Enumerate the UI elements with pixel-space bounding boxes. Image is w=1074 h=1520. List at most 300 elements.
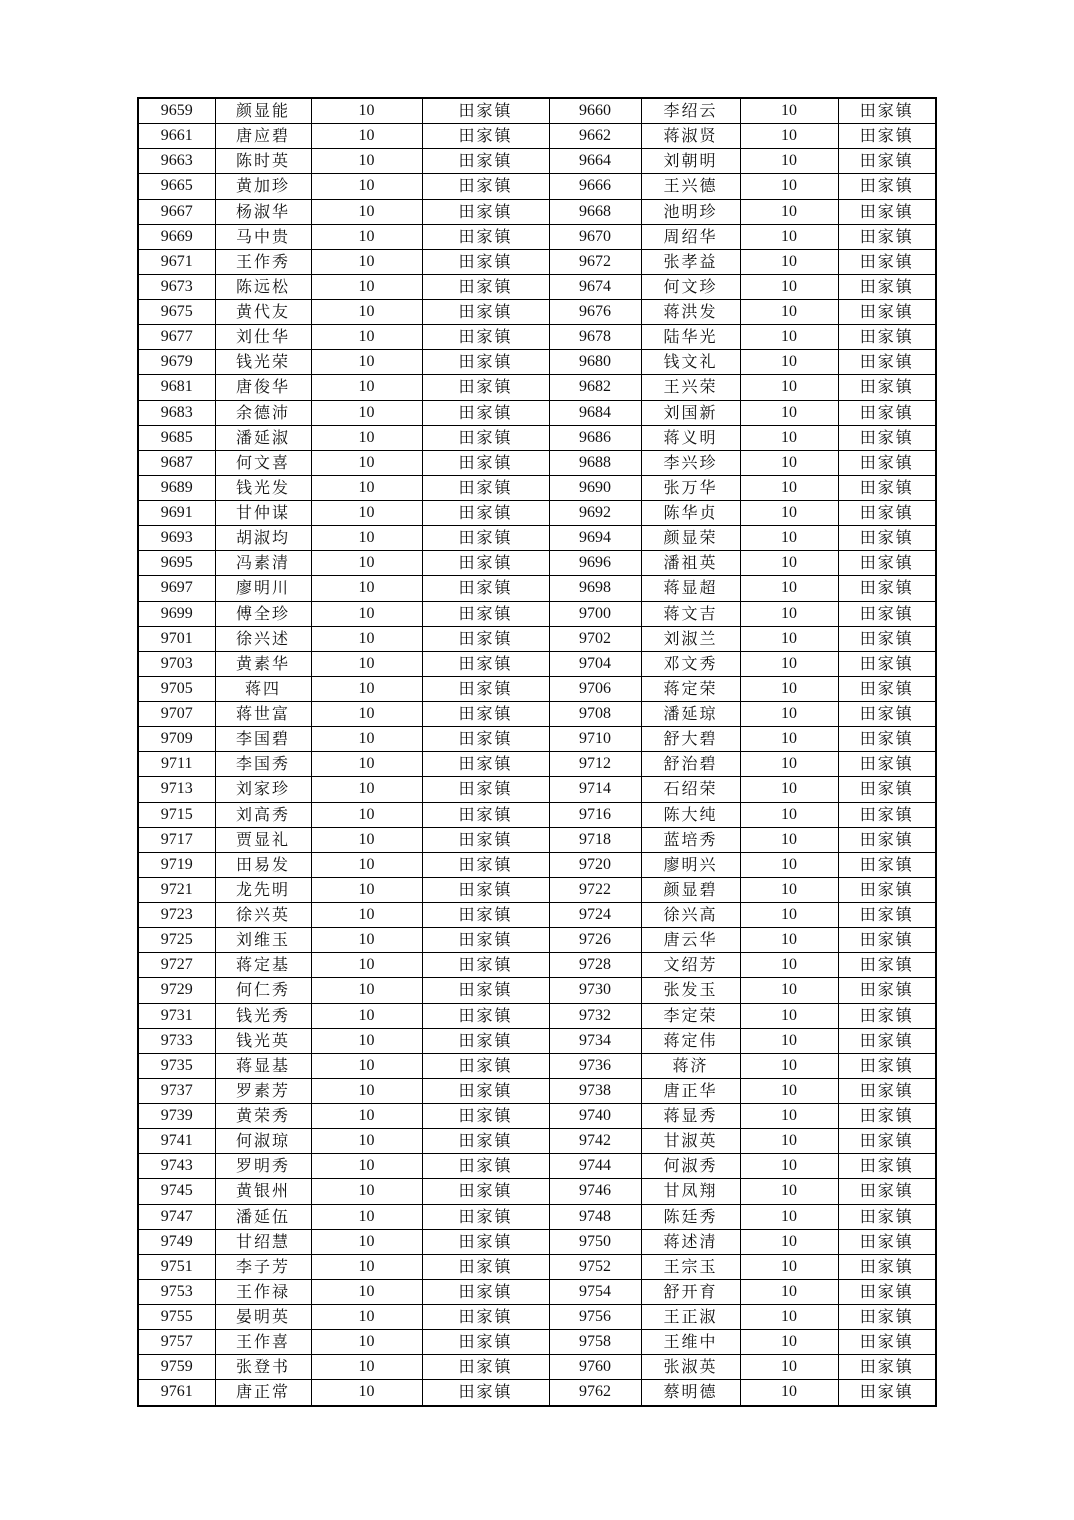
record-id: 9717: [138, 827, 215, 852]
amount-value: 10: [740, 1053, 838, 1078]
person-name: 蒋文吉: [641, 601, 740, 626]
town-name: 田家镇: [838, 224, 936, 249]
record-id: 9702: [549, 626, 641, 651]
table-row: [138, 124, 936, 149]
person-name: 刘朝明: [641, 149, 740, 174]
town-name: 田家镇: [838, 526, 936, 551]
person-name: 刘国新: [641, 400, 740, 425]
town-name: 田家镇: [838, 676, 936, 701]
person-name: 潘延伍: [215, 1204, 311, 1229]
town-name: 田家镇: [838, 475, 936, 500]
town-name: 田家镇: [838, 626, 936, 651]
amount-value: 10: [311, 576, 422, 601]
table-row: [138, 1279, 936, 1304]
person-name: 陆华光: [641, 325, 740, 350]
table-row: [138, 676, 936, 701]
table-row: [138, 1003, 936, 1028]
town-name: 田家镇: [838, 400, 936, 425]
record-id: 9669: [138, 224, 215, 249]
amount-value: 10: [740, 1330, 838, 1355]
town-name: 田家镇: [838, 1154, 936, 1179]
person-name: 马中贵: [215, 224, 311, 249]
town-name: 田家镇: [422, 576, 549, 601]
person-name: 何淑琼: [215, 1129, 311, 1154]
person-name: 王兴德: [641, 174, 740, 199]
person-name: 刘家珍: [215, 777, 311, 802]
town-name: 田家镇: [422, 124, 549, 149]
record-id: 9759: [138, 1355, 215, 1380]
amount-value: 10: [311, 827, 422, 852]
record-id: 9738: [549, 1078, 641, 1103]
town-name: 田家镇: [838, 903, 936, 928]
record-id: 9737: [138, 1078, 215, 1103]
table-row: [138, 1305, 936, 1330]
record-id: 9685: [138, 425, 215, 450]
table-row: [138, 1078, 936, 1103]
table-row: [138, 224, 936, 249]
person-name: 池明珍: [641, 199, 740, 224]
record-id: 9683: [138, 400, 215, 425]
table-row: [138, 526, 936, 551]
town-name: 田家镇: [838, 1053, 936, 1078]
record-id: 9757: [138, 1330, 215, 1355]
town-name: 田家镇: [838, 1104, 936, 1129]
person-name: 张登书: [215, 1355, 311, 1380]
town-name: 田家镇: [422, 199, 549, 224]
table-row: [138, 274, 936, 299]
table-row: [138, 350, 936, 375]
town-name: 田家镇: [838, 978, 936, 1003]
amount-value: 10: [740, 325, 838, 350]
person-name: 颜显碧: [641, 877, 740, 902]
town-name: 田家镇: [422, 852, 549, 877]
town-name: 田家镇: [422, 425, 549, 450]
amount-value: 10: [311, 1078, 422, 1103]
record-id: 9707: [138, 702, 215, 727]
town-name: 田家镇: [422, 1254, 549, 1279]
record-id: 9732: [549, 1003, 641, 1028]
town-name: 田家镇: [422, 727, 549, 752]
person-name: 邓文秀: [641, 651, 740, 676]
record-id: 9671: [138, 249, 215, 274]
town-name: 田家镇: [838, 852, 936, 877]
table-row: [138, 1355, 936, 1380]
town-name: 田家镇: [838, 702, 936, 727]
town-name: 田家镇: [422, 676, 549, 701]
person-name: 张发玉: [641, 978, 740, 1003]
person-name: 刘高秀: [215, 802, 311, 827]
person-name: 黄素华: [215, 651, 311, 676]
table-row: [138, 727, 936, 752]
record-id: 9720: [549, 852, 641, 877]
town-name: 田家镇: [422, 174, 549, 199]
person-name: 张淑英: [641, 1355, 740, 1380]
amount-value: 10: [740, 249, 838, 274]
amount-value: 10: [740, 1003, 838, 1028]
record-id: 9730: [549, 978, 641, 1003]
amount-value: 10: [740, 450, 838, 475]
amount-value: 10: [311, 1028, 422, 1053]
table-row: [138, 1229, 936, 1254]
amount-value: 10: [311, 1279, 422, 1304]
amount-value: 10: [740, 300, 838, 325]
town-name: 田家镇: [838, 1305, 936, 1330]
amount-value: 10: [311, 124, 422, 149]
amount-value: 10: [740, 852, 838, 877]
amount-value: 10: [311, 149, 422, 174]
table-row: [138, 877, 936, 902]
person-name: 甘绍慧: [215, 1229, 311, 1254]
record-id: 9711: [138, 752, 215, 777]
record-id: 9694: [549, 526, 641, 551]
record-id: 9725: [138, 928, 215, 953]
table-row: [138, 928, 936, 953]
record-id: 9695: [138, 551, 215, 576]
amount-value: 10: [311, 1380, 422, 1406]
person-name: 胡淑均: [215, 526, 311, 551]
town-name: 田家镇: [422, 450, 549, 475]
table-row: [138, 1053, 936, 1078]
record-id: 9731: [138, 1003, 215, 1028]
person-name: 陈华贞: [641, 501, 740, 526]
person-name: 张万华: [641, 475, 740, 500]
person-name: 杨淑华: [215, 199, 311, 224]
town-name: 田家镇: [422, 1078, 549, 1103]
town-name: 田家镇: [838, 274, 936, 299]
person-name: 颜显能: [215, 98, 311, 124]
amount-value: 10: [311, 450, 422, 475]
record-id: 9689: [138, 475, 215, 500]
amount-value: 10: [740, 1355, 838, 1380]
record-id: 9698: [549, 576, 641, 601]
person-name: 黄银州: [215, 1179, 311, 1204]
town-name: 田家镇: [838, 375, 936, 400]
person-name: 王维中: [641, 1330, 740, 1355]
table-row: [138, 1104, 936, 1129]
table-row: [138, 1129, 936, 1154]
record-id: 9714: [549, 777, 641, 802]
table-row: [138, 249, 936, 274]
amount-value: 10: [740, 702, 838, 727]
town-name: 田家镇: [422, 1028, 549, 1053]
town-name: 田家镇: [838, 1028, 936, 1053]
person-name: 罗素芳: [215, 1078, 311, 1103]
table-row: [138, 702, 936, 727]
record-id: 9719: [138, 852, 215, 877]
person-name: 王正淑: [641, 1305, 740, 1330]
person-name: 蒋定伟: [641, 1028, 740, 1053]
person-name: 蒋显秀: [641, 1104, 740, 1129]
town-name: 田家镇: [422, 651, 549, 676]
table-row: [138, 852, 936, 877]
amount-value: 10: [740, 877, 838, 902]
person-name: 蒋义明: [641, 425, 740, 450]
amount-value: 10: [740, 425, 838, 450]
record-id: 9753: [138, 1279, 215, 1304]
record-id: 9739: [138, 1104, 215, 1129]
record-id: 9660: [549, 98, 641, 124]
amount-value: 10: [311, 199, 422, 224]
amount-value: 10: [311, 1355, 422, 1380]
amount-value: 10: [740, 727, 838, 752]
person-name: 王宗玉: [641, 1254, 740, 1279]
town-name: 田家镇: [838, 727, 936, 752]
record-id: 9680: [549, 350, 641, 375]
person-name: 李子芳: [215, 1254, 311, 1279]
town-name: 田家镇: [422, 1355, 549, 1380]
person-name: 李绍云: [641, 98, 740, 124]
amount-value: 10: [311, 852, 422, 877]
table-row: [138, 601, 936, 626]
record-id: 9734: [549, 1028, 641, 1053]
record-id: 9661: [138, 124, 215, 149]
amount-value: 10: [740, 224, 838, 249]
town-name: 田家镇: [422, 1003, 549, 1028]
record-id: 9672: [549, 249, 641, 274]
person-name: 李国秀: [215, 752, 311, 777]
amount-value: 10: [740, 551, 838, 576]
amount-value: 10: [740, 1380, 838, 1406]
person-name: 龙先明: [215, 877, 311, 902]
record-id: 9743: [138, 1154, 215, 1179]
table-row: [138, 827, 936, 852]
town-name: 田家镇: [422, 1129, 549, 1154]
roster-body: [138, 98, 936, 1406]
roster-table: [137, 97, 937, 1407]
record-id: 9713: [138, 777, 215, 802]
town-name: 田家镇: [422, 274, 549, 299]
person-name: 甘凤翔: [641, 1179, 740, 1204]
amount-value: 10: [740, 1279, 838, 1304]
town-name: 田家镇: [422, 249, 549, 274]
amount-value: 10: [740, 1305, 838, 1330]
table-row: [138, 1254, 936, 1279]
person-name: 舒治碧: [641, 752, 740, 777]
amount-value: 10: [740, 777, 838, 802]
amount-value: 10: [311, 98, 422, 124]
town-name: 田家镇: [422, 702, 549, 727]
town-name: 田家镇: [422, 928, 549, 953]
town-name: 田家镇: [422, 601, 549, 626]
record-id: 9744: [549, 1154, 641, 1179]
person-name: 徐兴述: [215, 626, 311, 651]
amount-value: 10: [311, 727, 422, 752]
person-name: 李国碧: [215, 727, 311, 752]
record-id: 9684: [549, 400, 641, 425]
person-name: 蒋淑贤: [641, 124, 740, 149]
record-id: 9663: [138, 149, 215, 174]
town-name: 田家镇: [838, 601, 936, 626]
amount-value: 10: [311, 1254, 422, 1279]
record-id: 9677: [138, 325, 215, 350]
record-id: 9667: [138, 199, 215, 224]
amount-value: 10: [311, 174, 422, 199]
town-name: 田家镇: [838, 1003, 936, 1028]
amount-value: 10: [740, 274, 838, 299]
town-name: 田家镇: [838, 1204, 936, 1229]
town-name: 田家镇: [422, 626, 549, 651]
person-name: 王作禄: [215, 1279, 311, 1304]
town-name: 田家镇: [838, 827, 936, 852]
amount-value: 10: [311, 1053, 422, 1078]
amount-value: 10: [311, 752, 422, 777]
person-name: 黄加珍: [215, 174, 311, 199]
person-name: 唐云华: [641, 928, 740, 953]
town-name: 田家镇: [422, 1305, 549, 1330]
town-name: 田家镇: [838, 1254, 936, 1279]
amount-value: 10: [311, 325, 422, 350]
amount-value: 10: [311, 777, 422, 802]
person-name: 李定荣: [641, 1003, 740, 1028]
person-name: 唐正常: [215, 1380, 311, 1406]
person-name: 蒋定基: [215, 953, 311, 978]
town-name: 田家镇: [838, 450, 936, 475]
amount-value: 10: [311, 1104, 422, 1129]
record-id: 9699: [138, 601, 215, 626]
record-id: 9690: [549, 475, 641, 500]
person-name: 蒋定荣: [641, 676, 740, 701]
record-id: 9700: [549, 601, 641, 626]
town-name: 田家镇: [422, 1204, 549, 1229]
town-name: 田家镇: [838, 802, 936, 827]
amount-value: 10: [740, 1028, 838, 1053]
town-name: 田家镇: [422, 978, 549, 1003]
person-name: 蒋洪发: [641, 300, 740, 325]
amount-value: 10: [740, 978, 838, 1003]
amount-value: 10: [311, 1154, 422, 1179]
person-name: 王作喜: [215, 1330, 311, 1355]
person-name: 蔡明德: [641, 1380, 740, 1406]
record-id: 9691: [138, 501, 215, 526]
town-name: 田家镇: [838, 124, 936, 149]
table-row: [138, 1204, 936, 1229]
town-name: 田家镇: [838, 501, 936, 526]
record-id: 9668: [549, 199, 641, 224]
record-id: 9751: [138, 1254, 215, 1279]
person-name: 李兴珍: [641, 450, 740, 475]
table-row: [138, 1380, 936, 1406]
town-name: 田家镇: [422, 1154, 549, 1179]
amount-value: 10: [740, 1204, 838, 1229]
person-name: 舒开育: [641, 1279, 740, 1304]
amount-value: 10: [311, 224, 422, 249]
record-id: 9750: [549, 1229, 641, 1254]
town-name: 田家镇: [838, 1179, 936, 1204]
table-row: [138, 325, 936, 350]
table-row: [138, 1028, 936, 1053]
person-name: 钱文礼: [641, 350, 740, 375]
amount-value: 10: [740, 1104, 838, 1129]
record-id: 9678: [549, 325, 641, 350]
town-name: 田家镇: [838, 651, 936, 676]
town-name: 田家镇: [838, 174, 936, 199]
town-name: 田家镇: [422, 551, 549, 576]
record-id: 9687: [138, 450, 215, 475]
table-row: [138, 1179, 936, 1204]
person-name: 王作秀: [215, 249, 311, 274]
person-name: 何仁秀: [215, 978, 311, 1003]
person-name: 钱光秀: [215, 1003, 311, 1028]
town-name: 田家镇: [838, 1129, 936, 1154]
amount-value: 10: [311, 375, 422, 400]
person-name: 张孝益: [641, 249, 740, 274]
person-name: 钱光英: [215, 1028, 311, 1053]
table-row: [138, 1330, 936, 1355]
town-name: 田家镇: [838, 300, 936, 325]
table-row: [138, 475, 936, 500]
person-name: 黄荣秀: [215, 1104, 311, 1129]
person-name: 蒋世富: [215, 702, 311, 727]
record-id: 9708: [549, 702, 641, 727]
person-name: 廖明川: [215, 576, 311, 601]
record-id: 9745: [138, 1179, 215, 1204]
person-name: 蒋四: [215, 676, 311, 701]
amount-value: 10: [311, 626, 422, 651]
record-id: 9686: [549, 425, 641, 450]
record-id: 9670: [549, 224, 641, 249]
record-id: 9727: [138, 953, 215, 978]
record-id: 9754: [549, 1279, 641, 1304]
record-id: 9706: [549, 676, 641, 701]
person-name: 颜显荣: [641, 526, 740, 551]
record-id: 9659: [138, 98, 215, 124]
town-name: 田家镇: [422, 1380, 549, 1406]
person-name: 蒋显超: [641, 576, 740, 601]
record-id: 9740: [549, 1104, 641, 1129]
record-id: 9673: [138, 274, 215, 299]
table-row: [138, 174, 936, 199]
table-row: [138, 425, 936, 450]
town-name: 田家镇: [838, 350, 936, 375]
town-name: 田家镇: [422, 1279, 549, 1304]
table-row: [138, 199, 936, 224]
record-id: 9701: [138, 626, 215, 651]
record-id: 9679: [138, 350, 215, 375]
amount-value: 10: [311, 425, 422, 450]
record-id: 9758: [549, 1330, 641, 1355]
table-row: [138, 149, 936, 174]
record-id: 9760: [549, 1355, 641, 1380]
record-id: 9710: [549, 727, 641, 752]
town-name: 田家镇: [838, 576, 936, 601]
town-name: 田家镇: [838, 777, 936, 802]
table-row: [138, 651, 936, 676]
town-name: 田家镇: [422, 501, 549, 526]
town-name: 田家镇: [422, 98, 549, 124]
person-name: 罗明秀: [215, 1154, 311, 1179]
person-name: 陈大纯: [641, 802, 740, 827]
table-row: [138, 300, 936, 325]
record-id: 9696: [549, 551, 641, 576]
record-id: 9682: [549, 375, 641, 400]
person-name: 刘维玉: [215, 928, 311, 953]
town-name: 田家镇: [838, 877, 936, 902]
record-id: 9736: [549, 1053, 641, 1078]
record-id: 9741: [138, 1129, 215, 1154]
amount-value: 10: [740, 651, 838, 676]
table-row: [138, 777, 936, 802]
record-id: 9712: [549, 752, 641, 777]
record-id: 9716: [549, 802, 641, 827]
table-row: [138, 626, 936, 651]
amount-value: 10: [311, 475, 422, 500]
table-row: [138, 978, 936, 1003]
record-id: 9718: [549, 827, 641, 852]
record-id: 9721: [138, 877, 215, 902]
record-id: 9746: [549, 1179, 641, 1204]
person-name: 何淑秀: [641, 1154, 740, 1179]
amount-value: 10: [311, 300, 422, 325]
